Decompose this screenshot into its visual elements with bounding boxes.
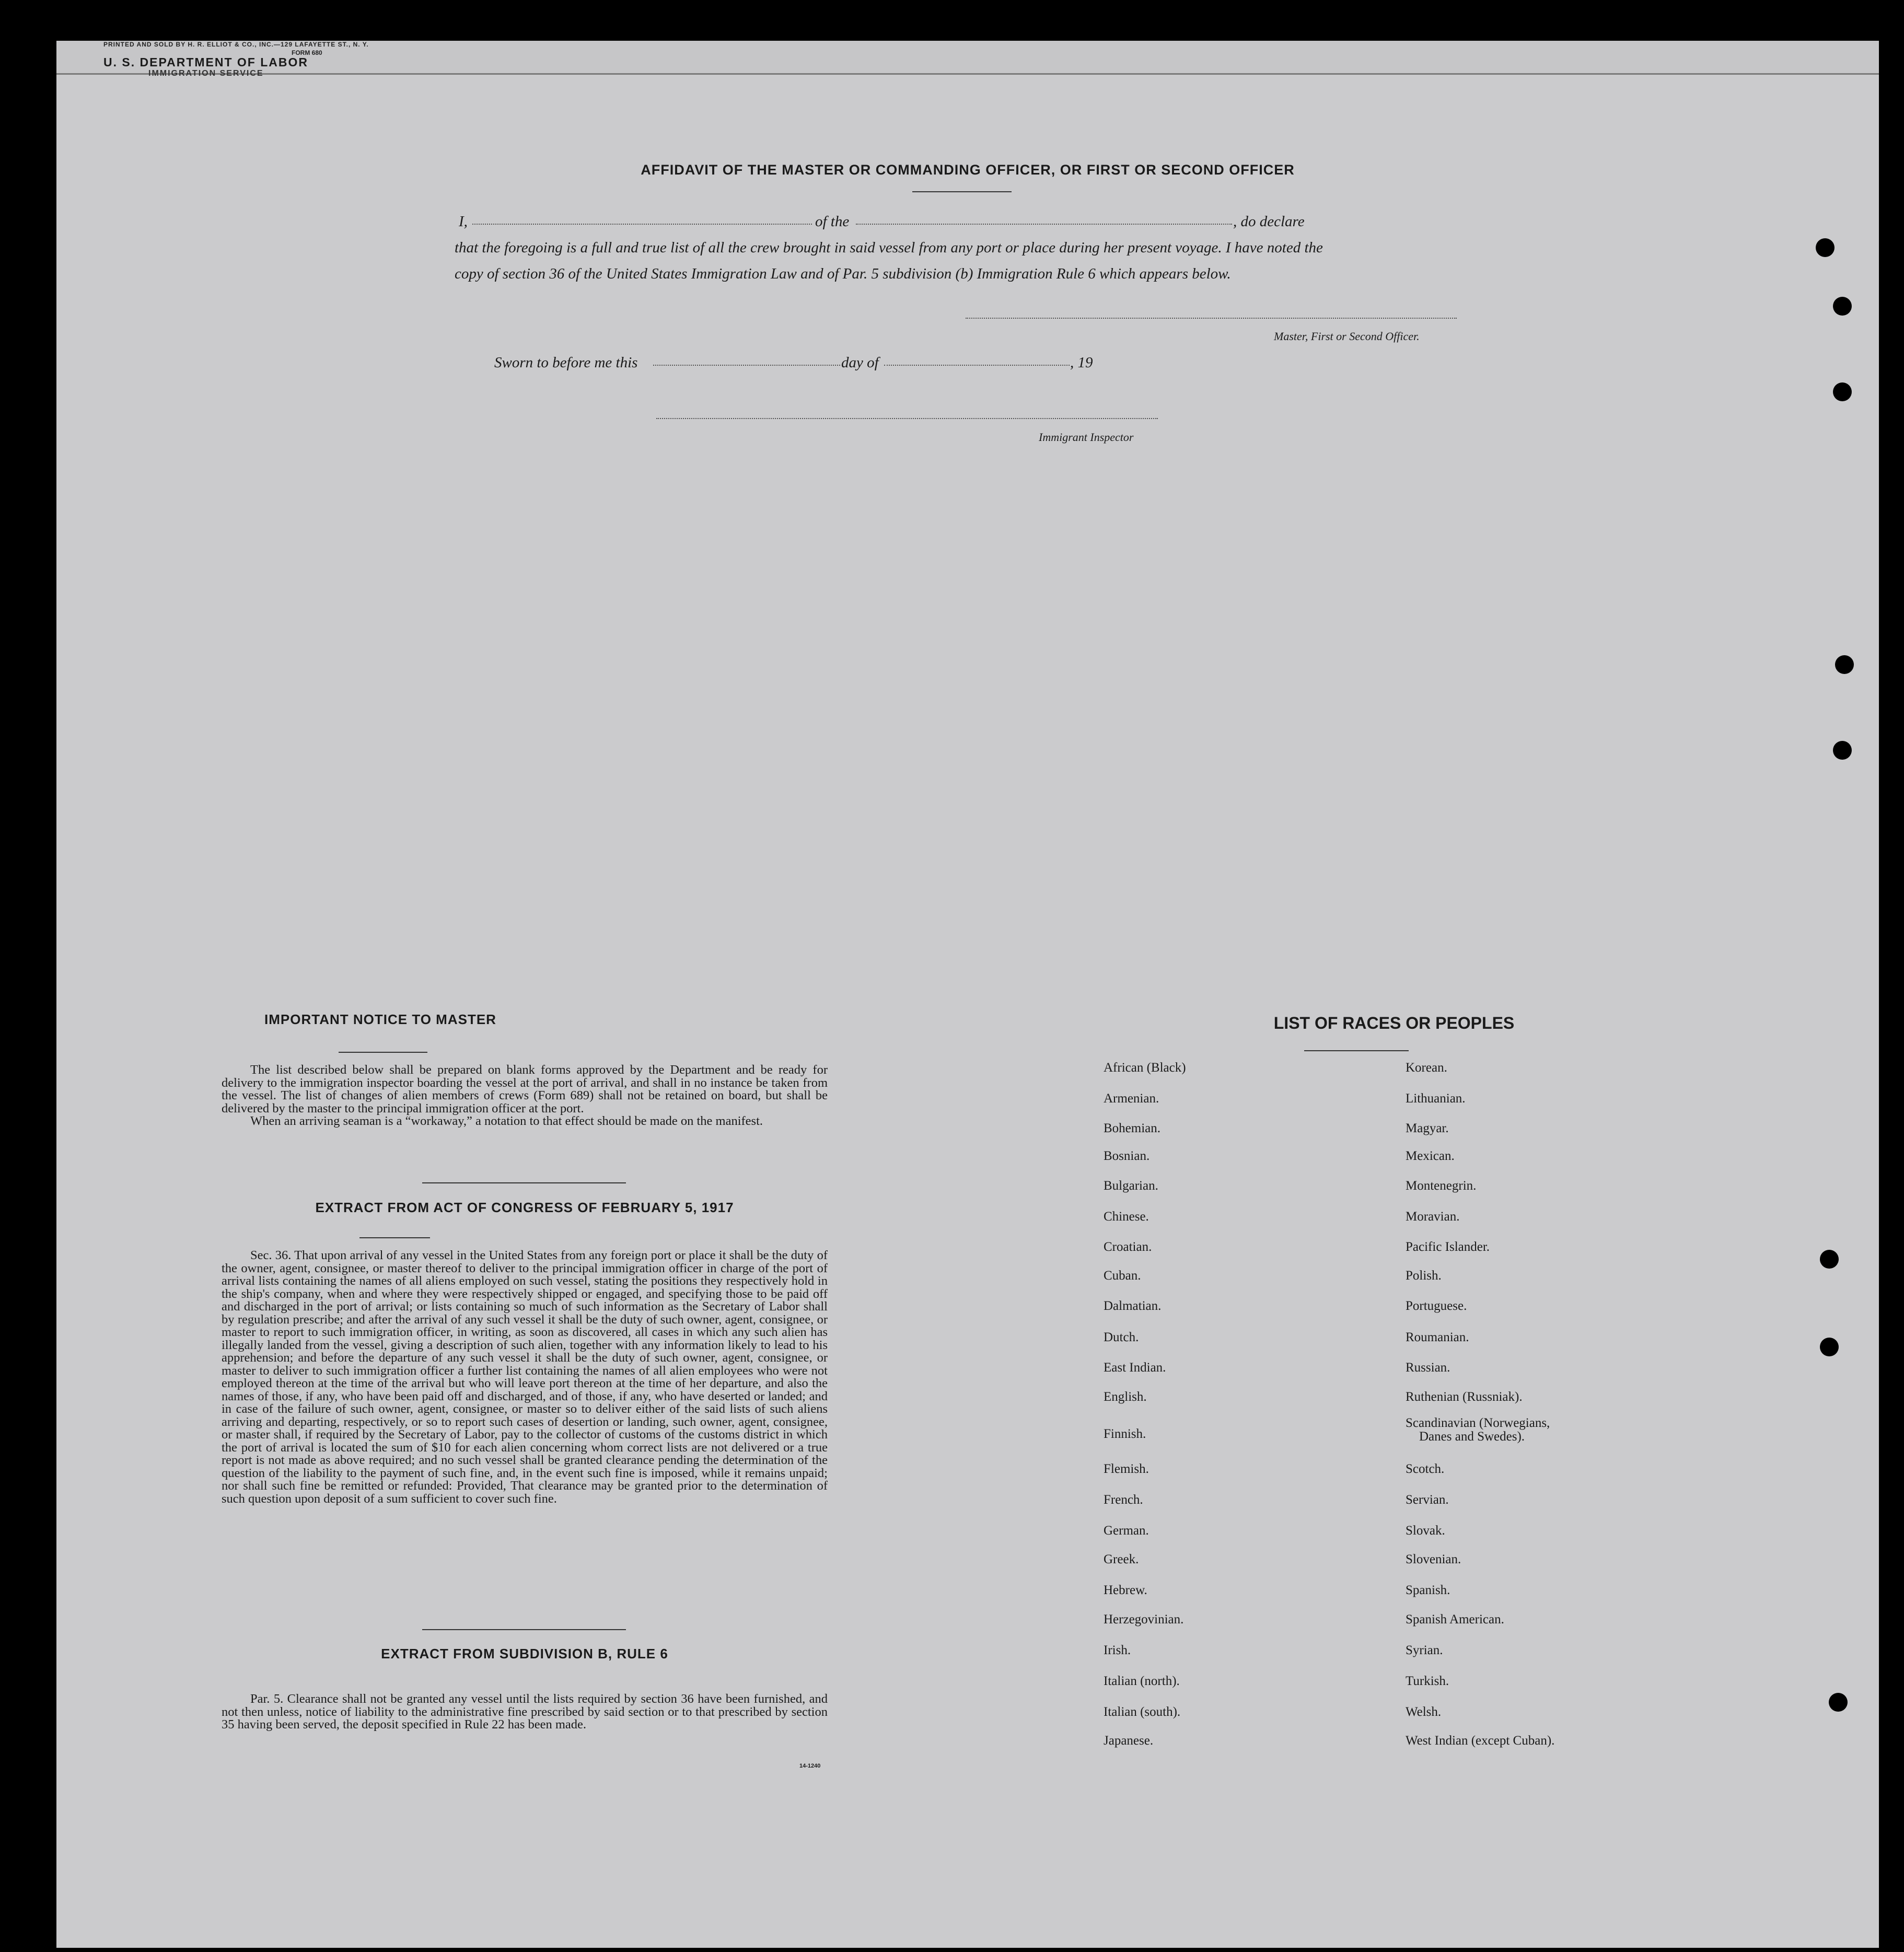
race-left-item: English.: [1104, 1390, 1147, 1404]
race-right-item: West Indian (except Cuban).: [1406, 1734, 1555, 1748]
sworn-month-field[interactable]: [884, 365, 1070, 366]
punch-hole: [1833, 297, 1852, 316]
race-right-item: Syrian.: [1406, 1643, 1443, 1657]
race-left-item: Flemish.: [1104, 1462, 1149, 1476]
notice-para-2: When an arriving seaman is a “workaway,” a notation to that effect should be made on the manifest.: [250, 1114, 763, 1128]
rule-extract-text: Par. 5. Clearance shall not be granted any vessel until the lists required by section 36 have been furnished, and not then unless, notice of liability to the administrative fine prescribed by said section or to that prescribed by section 35 having been served, the deposit specified in Rule 22 has been made.: [222, 1692, 828, 1732]
race-left-item: Finnish.: [1104, 1427, 1146, 1441]
race-left-item: Irish.: [1104, 1643, 1131, 1657]
race-left-item: Dalmatian.: [1104, 1299, 1162, 1313]
race-right-item: Roumanian.: [1406, 1330, 1469, 1344]
punch-hole: [1816, 238, 1835, 257]
scandinavian-line-2: Danes and Swedes).: [1419, 1430, 1525, 1444]
scandinavian-line-1: Scandinavian (Norwegians,: [1406, 1416, 1550, 1430]
race-left-item: Cuban.: [1104, 1269, 1141, 1283]
punch-hole: [1820, 1250, 1839, 1269]
act-rule: [359, 1237, 430, 1238]
title-rule: [912, 191, 1012, 192]
race-left-item: Hebrew.: [1104, 1583, 1147, 1597]
race-left-item: Bohemian.: [1104, 1121, 1161, 1135]
race-left-item: Greek.: [1104, 1552, 1139, 1566]
divider-1: [422, 1182, 626, 1183]
race-left-item: Italian (south).: [1104, 1705, 1181, 1719]
race-left-item: Croatian.: [1104, 1240, 1152, 1254]
race-right-item: Ruthenian (Russniak).: [1406, 1390, 1523, 1404]
rule-extract-title: EXTRACT FROM SUBDIVISION B, RULE 6: [381, 1646, 668, 1661]
service-name: IMMIGRATION SERVICE: [148, 69, 264, 78]
race-right-item: Servian.: [1406, 1493, 1449, 1507]
race-left-item: Chinese.: [1104, 1210, 1149, 1224]
sworn-day-field[interactable]: [653, 365, 840, 366]
races-rule: [1304, 1050, 1409, 1051]
punch-hole: [1820, 1338, 1839, 1356]
notice-text: [222, 1064, 828, 1128]
punch-hole: [1835, 655, 1854, 674]
officer-signature-field[interactable]: [966, 318, 1457, 319]
race-right-item: Pacific Islander.: [1406, 1240, 1490, 1254]
race-right-item: Turkish.: [1406, 1674, 1449, 1688]
race-right-item: Slovak.: [1406, 1524, 1445, 1538]
of-the-label: of the: [815, 213, 850, 230]
race-left-item: African (Black): [1104, 1061, 1186, 1075]
race-right-item: Montenegrin.: [1406, 1179, 1477, 1193]
act-extract-title: EXTRACT FROM ACT OF CONGRESS OF FEBRUARY 5, 1917: [315, 1200, 734, 1215]
race-left-item: Bulgarian.: [1104, 1179, 1158, 1193]
i-label: I,: [459, 213, 468, 230]
race-right-item: Russian.: [1406, 1361, 1450, 1375]
race-left-item: German.: [1104, 1524, 1149, 1538]
races-title: LIST OF RACES OR PEOPLES: [1273, 1014, 1515, 1032]
race-left-item: Bosnian.: [1104, 1149, 1150, 1163]
inspector-signature-field[interactable]: [656, 418, 1158, 419]
affidavit-title: AFFIDAVIT OF THE MASTER OR COMMANDING OFFICER, OR FIRST OR SECOND OFFICER: [641, 162, 1295, 178]
divider-2: [422, 1629, 626, 1630]
sworn-label: Sworn to before me this: [494, 354, 638, 371]
race-right-item: Scotch.: [1406, 1462, 1445, 1476]
do-declare-label: , do declare: [1233, 213, 1305, 230]
race-right-item: Korean.: [1406, 1061, 1447, 1075]
notice-rule: [339, 1052, 427, 1053]
vessel-field[interactable]: [856, 224, 1232, 225]
race-right-item: Slovenian.: [1406, 1552, 1461, 1566]
punch-hole: [1833, 382, 1852, 401]
punch-hole: [1833, 741, 1852, 760]
race-right-item-scandinavian: [1406, 1416, 1550, 1444]
race-right-item: Magyar.: [1406, 1121, 1449, 1135]
name-field[interactable]: [472, 224, 812, 225]
race-left-item: Armenian.: [1104, 1091, 1159, 1106]
race-left-item: East Indian.: [1104, 1361, 1166, 1375]
form-number: FORM 680: [292, 49, 322, 56]
header-band: [56, 41, 1879, 78]
form-code: 14-1240: [799, 1763, 821, 1769]
race-right-item: Moravian.: [1406, 1210, 1460, 1224]
race-left-item: Dutch.: [1104, 1330, 1139, 1344]
race-right-item: Spanish American.: [1406, 1612, 1504, 1626]
year-label: , 19: [1070, 354, 1093, 371]
race-left-item: French.: [1104, 1493, 1143, 1507]
affidavit-line-2: that the foregoing is a full and true list of all the crew brought in said vessel from any port or place during her present voyage. I have noted the: [455, 239, 1323, 256]
race-right-item: Spanish.: [1406, 1583, 1450, 1597]
race-left-item: Herzegovinian.: [1104, 1612, 1184, 1626]
officer-signature-caption: Master, First or Second Officer.: [1274, 330, 1420, 343]
inspector-caption: Immigrant Inspector: [1039, 431, 1134, 444]
printer-line: PRINTED AND SOLD BY H. R. ELLIOT & CO., INC.—129 LAFAYETTE ST., N. Y.: [103, 41, 369, 48]
form-sheet: [56, 41, 1879, 1948]
race-left-item: Japanese.: [1104, 1734, 1154, 1748]
race-left-item: Italian (north).: [1104, 1674, 1180, 1688]
act-extract-text: Sec. 36. That upon arrival of any vessel in the United States from any foreign port or place it shall be the duty of the owner, agent, consignee, or master thereof to deliver to the principal immigration officer in charge of the port of arrival lists containing the names of all aliens employed on such vessel, stating the positions they respectively hold in the ship's company, when and where they were respectively shipped or engaged, and specifying those to be paid off and discharged in the port of arrival; or lists containing so much of such information as the Secretary of Labor shall by regulation prescribe; and after the arrival of any such vessel it shall be the duty of such owner, agent, consignee, or master to report to such immigration officer, in writing, as soon as discovered, all cases in which any such alien has illegally landed from the vessel, giving a description of such alien, together with any information likely to lead to his apprehension; and before the departure of any such vessel it shall be the duty of such owner, agent, consignee, or master to deliver to such immigration officer a further list containing the names of all alien employees who were not employed thereon at the time of the arrival but who will leave port thereon at the time of her departure, and also the names of those, if any, who have been paid off and discharged, and of those, if any, who have deserted or landed; and in case of the failure of such owner, agent, consignee, or master so to deliver either of the said lists of such aliens arriving and departing, respectively, or so to report such cases of desertion or landing, such owner, agent, consignee, or master shall, if required by the Secretary of Labor, pay to the collector of customs of the customs district in which the port of arrival is located the sum of $10 for each alien concerning whom correct lists are not delivered or a true report is not made as above required; and no such vessel shall be granted clearance pending the determination of the question of the liability to the payment of such fine, and, in the event such fine is imposed, while it remains unpaid; nor shall such fine be remitted or refunded: Provided, That clearance may be granted prior to the determination of such question upon deposit of a sum sufficient to cover such fine.: [222, 1248, 828, 1506]
affidavit-line-3: copy of section 36 of the United States Immigration Law and of Par. 5 subdivision (b) Immigration Rule 6 which appears below.: [455, 265, 1231, 282]
race-right-item: Welsh.: [1406, 1705, 1442, 1719]
department-name: U. S. DEPARTMENT OF LABOR: [103, 55, 309, 69]
race-right-item: Mexican.: [1406, 1149, 1455, 1163]
notice-para-1: The list described below shall be prepared on blank forms approved by the Department and be ready for delivery to the immigration inspector boarding the vessel at the port of arrival, and shall in no instance be taken from the vessel. The list of changes of alien members of crews (Form 689) shall not be retained on board, but shall be delivered by the master to the principal immigration officer at the port.: [222, 1063, 828, 1116]
race-right-item: Lithuanian.: [1406, 1091, 1466, 1106]
race-right-item: Polish.: [1406, 1269, 1442, 1283]
day-of-label: day of: [841, 354, 879, 371]
notice-title: IMPORTANT NOTICE TO MASTER: [264, 1012, 496, 1027]
punch-hole: [1829, 1693, 1848, 1712]
race-right-item: Portuguese.: [1406, 1299, 1467, 1313]
